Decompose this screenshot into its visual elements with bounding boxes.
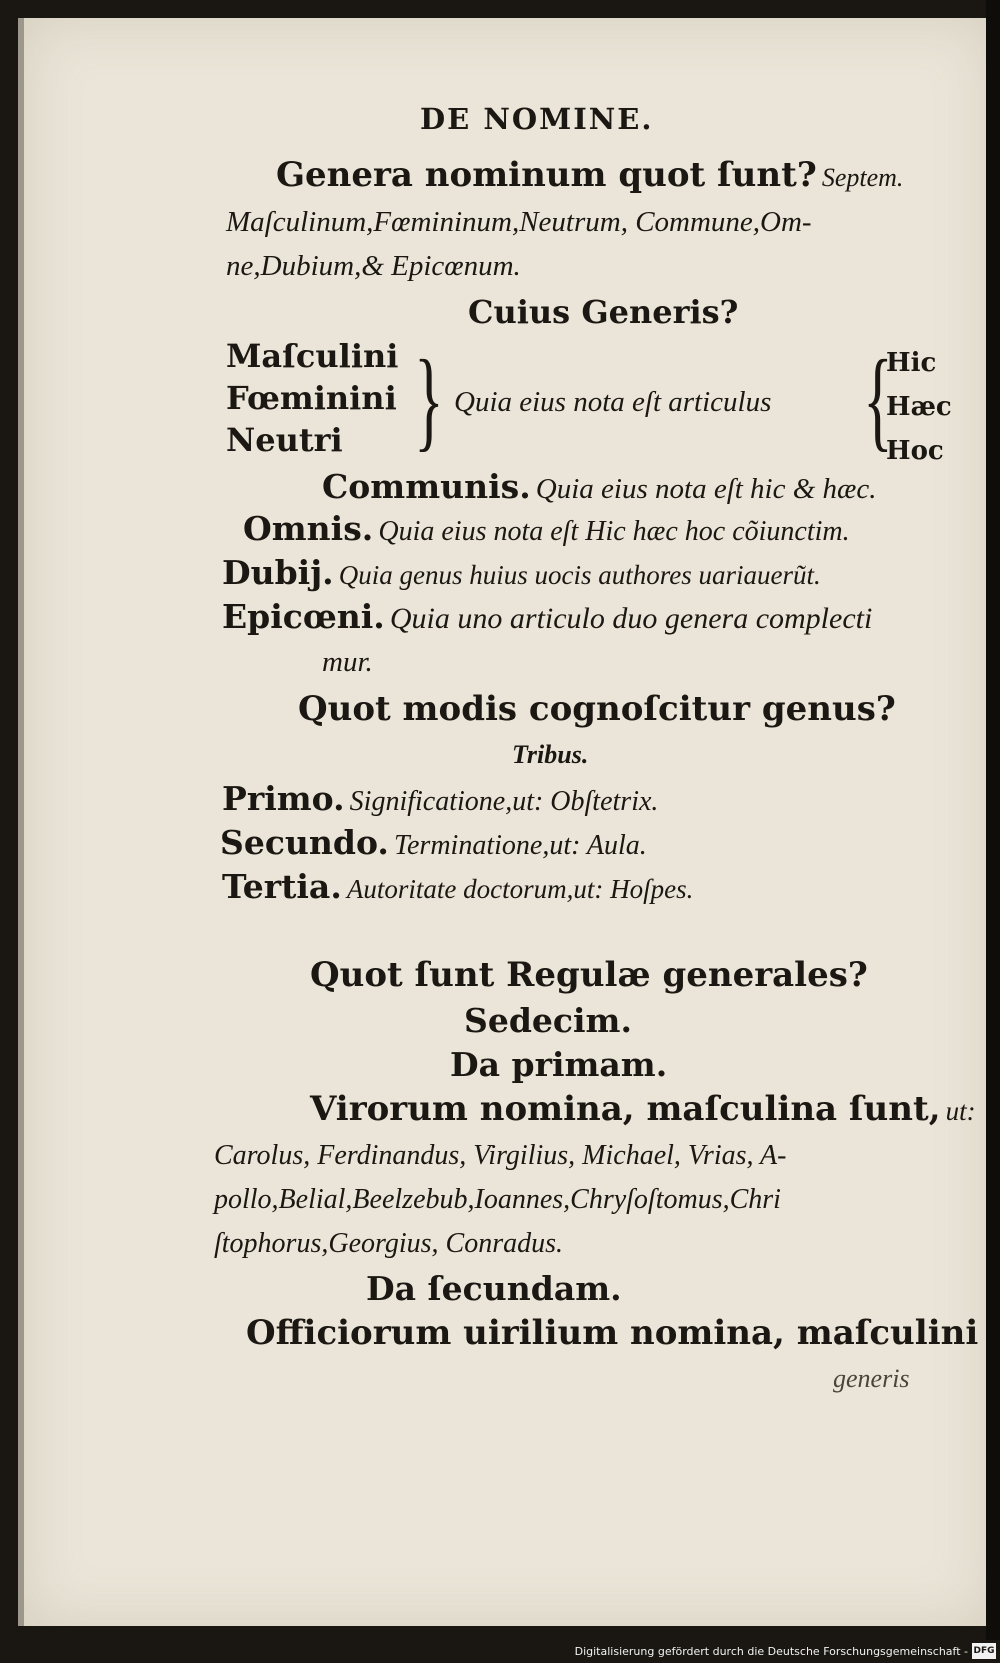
gender-term: Maſculini: [226, 337, 399, 375]
example-line: ſtophorus,Georgius, Conradus.: [214, 1228, 564, 1259]
definition: Quia uno articulo duo genera complecti: [389, 602, 873, 635]
left-brace: }: [414, 338, 444, 462]
term: Omnis.: [243, 509, 374, 548]
term: Secundo.: [220, 823, 389, 862]
footer-bar: [0, 1640, 1000, 1663]
term: Epicœni.: [222, 597, 385, 636]
article-word: Hoc: [886, 436, 944, 466]
answer-line: Tribus.: [512, 740, 589, 769]
question-line: Da primam.: [450, 1045, 668, 1084]
right-brace: {: [863, 338, 893, 462]
definition: Quia eius nota eſt hic & hæc.: [535, 473, 877, 505]
gender-term: Fœminini: [226, 379, 397, 417]
rule-ut: ut:: [945, 1096, 976, 1126]
term: Communis.: [322, 467, 531, 506]
definition: Significatione,ut: Obſtetrix.: [349, 786, 659, 817]
book-edge: [986, 0, 1000, 1640]
definition: Terminatione,ut: Aula.: [394, 830, 647, 861]
gender-term: Neutri: [226, 421, 343, 459]
definition-line: [222, 597, 873, 636]
question-text: Genera nominum quot ſunt?: [276, 155, 817, 195]
method-line: [220, 823, 647, 862]
definition: Quia eius nota eſt Hic hæc hoc cõiunctim.: [378, 516, 850, 547]
question-line: Cuius Generis?: [468, 293, 739, 331]
page-heading: DE NOMINE.: [420, 102, 654, 136]
answer-text: Septem.: [821, 163, 904, 192]
example-line: pollo,Belial,Beelzebub,Ioannes,Chryſoſtomus,Chri: [214, 1184, 781, 1215]
dfg-logo: DFG: [972, 1643, 996, 1659]
text-line: ne,Dubium,& Epicœnum.: [226, 250, 521, 282]
question-line: [276, 155, 904, 195]
question-line: Da ſecundam.: [366, 1269, 622, 1308]
catchword: generis: [833, 1364, 910, 1393]
method-line: [222, 779, 659, 818]
article-word: Hic: [886, 348, 937, 378]
definition-line: [322, 467, 877, 506]
answer-line: Sedecim.: [464, 1001, 632, 1040]
gender-rule-text: Quia eius nota eſt articulus: [454, 386, 772, 418]
text-line: Maſculinum,Fœmininum,Neutrum, Commune,Om-: [226, 206, 812, 238]
example-line: Carolus, Ferdinandus, Virgilius, Michael, Vrias, A-: [214, 1140, 787, 1171]
rule-line: Officiorum uirilium nomina, maſculini: [246, 1313, 979, 1353]
rule-line: [310, 1089, 976, 1129]
text-line: mur.: [322, 646, 373, 678]
question-line: Quot ſunt Regulæ generales?: [310, 955, 868, 995]
article-word: Hæc: [886, 392, 952, 422]
term: Tertia.: [222, 867, 342, 906]
definition: Quia genus huius uocis authores uariauerũt.: [338, 560, 821, 590]
term: Primo.: [222, 779, 345, 818]
definition-line: [243, 509, 850, 548]
digitization-credit: Digitalisierung gefördert durch die Deutsche Forschungsgemeinschaft -: [574, 1645, 968, 1658]
definition: Autoritate doctorum,ut: Hoſpes.: [346, 874, 694, 904]
rule-text: Virorum nomina, maſculina ſunt,: [310, 1089, 941, 1129]
term: Dubij.: [222, 553, 334, 592]
definition-line: [222, 553, 821, 592]
question-line: Quot modis cognoſcitur genus?: [298, 689, 896, 729]
method-line: [222, 867, 694, 906]
